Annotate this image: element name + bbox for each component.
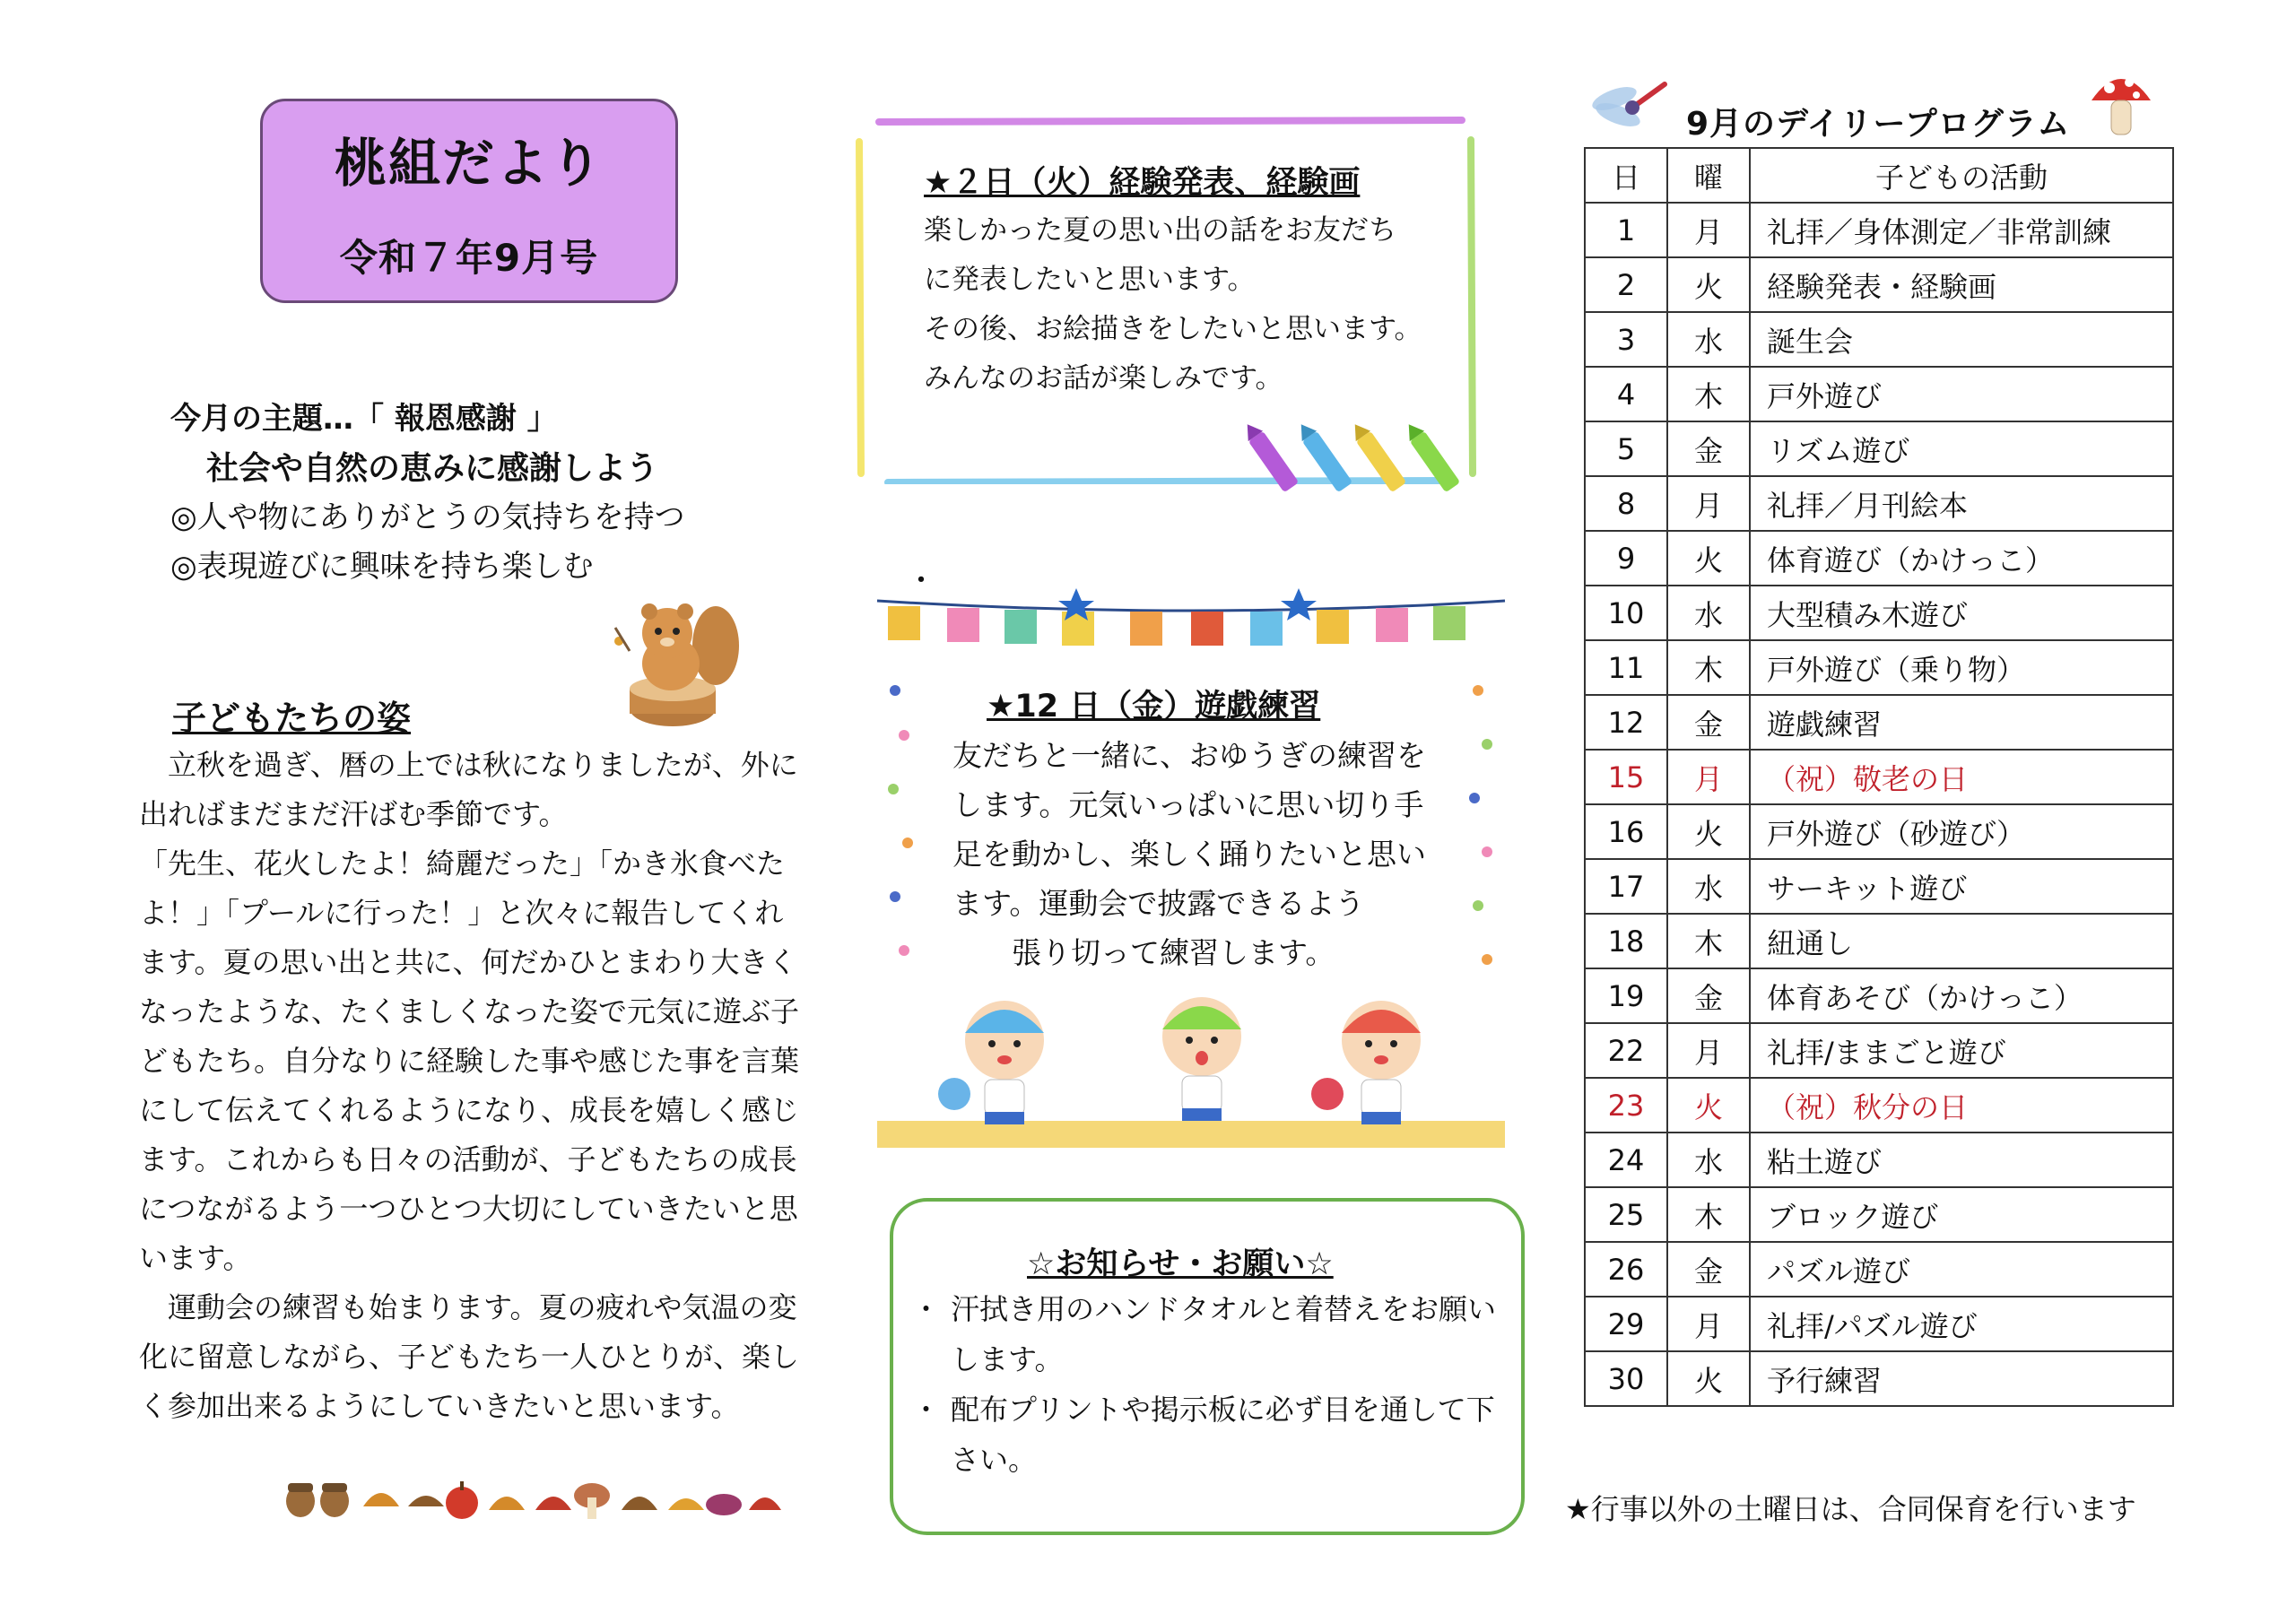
section-heading: 子どもたちの姿	[172, 699, 412, 738]
weekday-cell: 月	[1667, 750, 1750, 804]
day-cell: 29	[1585, 1297, 1667, 1351]
event-line: します。元気いっぱいに思い切り手	[952, 787, 1424, 822]
table-row	[1585, 804, 2173, 859]
table-row	[1585, 421, 2173, 476]
event-line: みんなのお話が楽しみです。	[924, 362, 1283, 395]
weekday-cell: 木	[1667, 914, 1750, 968]
day-cell: 25	[1585, 1187, 1667, 1242]
bullet-dot: ・	[911, 1393, 941, 1427]
theme-title: 今月の主題…「 報恩感謝 」	[170, 401, 558, 437]
theme-goal: ◎表現遊びに興味を持ち楽しむ	[170, 549, 594, 585]
weekday-cell: 木	[1667, 367, 1750, 421]
weekday-cell: 木	[1667, 1187, 1750, 1242]
table-row	[1585, 257, 2173, 312]
program-title: 9月のデイリープログラム	[1686, 106, 2071, 143]
activity-cell: 紐通し	[1750, 914, 2173, 968]
paragraph: 立秋を過ぎ、暦の上では秋になりましたが、外に出ればまだまだ汗ばむ季節です。	[139, 748, 798, 831]
day-cell: 26	[1585, 1242, 1667, 1297]
table-row	[1585, 859, 2173, 914]
activity-cell: 粘土遊び	[1750, 1133, 2173, 1187]
table-row	[1585, 1023, 2173, 1078]
weekday-cell: 火	[1667, 1078, 1750, 1133]
paragraph: 「先生、花火したよ！綺麗だった」「かき氷食べたよ！」「プールに行った！」と次々に報告してくれます。夏の思い出と共に、何だかひとまわり大きくなったような、たくましくなった姿で元気に遊ぶ子どもたち。自分なりに経験した事や感じた事を言葉にして伝えてくれるようになり、成長を嬉しく感じます。これからも日々の活動が、子どもたちの成長につながるよう一つひとつ大切にしていきたいと思います。	[139, 846, 800, 1275]
autumn-fruits-icon	[283, 1471, 785, 1524]
notice-item	[901, 1384, 1511, 1485]
activity-cell: 礼拝/ままごと遊び	[1750, 1023, 2173, 1078]
daily-program-table	[1584, 147, 2174, 1407]
weekday-cell: 水	[1667, 586, 1750, 640]
day-cell: 17	[1585, 859, 1667, 914]
table-header-row	[1585, 148, 2173, 203]
weekday-cell: 火	[1667, 531, 1750, 586]
table-row	[1585, 695, 2173, 750]
table-row	[1585, 750, 2173, 804]
table-row	[1585, 586, 2173, 640]
weekday-cell: 水	[1667, 1133, 1750, 1187]
table-row	[1585, 1351, 2173, 1406]
day-cell: 18	[1585, 914, 1667, 968]
day-cell: 12	[1585, 695, 1667, 750]
event-line: 楽しかった夏の思い出の話をお友だち	[924, 214, 1396, 247]
day-cell: 5	[1585, 421, 1667, 476]
table-row	[1585, 367, 2173, 421]
weekday-cell: 月	[1667, 1297, 1750, 1351]
event-title: ★12 日（金）遊戯練習	[987, 689, 1321, 725]
day-cell: 23	[1585, 1078, 1667, 1133]
weekday-cell: 月	[1667, 476, 1750, 531]
activity-cell: 経験発表・経験画	[1750, 257, 2173, 312]
day-cell: 10	[1585, 586, 1667, 640]
activity-cell: 予行練習	[1750, 1351, 2173, 1406]
activity-cell: 体育あそび（かけっこ）	[1750, 968, 2173, 1023]
table-row	[1585, 312, 2173, 367]
title-box	[260, 99, 678, 303]
children-icon	[933, 986, 1471, 1148]
activity-cell: パズル遊び	[1750, 1242, 2173, 1297]
crayons-icon	[1247, 421, 1480, 502]
weekday-cell: 火	[1667, 804, 1750, 859]
weekday-cell: 木	[1667, 640, 1750, 695]
event-line: 張り切って練習します。	[952, 935, 1335, 970]
activity-cell: 礼拝/パズル遊び	[1750, 1297, 2173, 1351]
event-line: ます。運動会で披露できるよう	[952, 886, 1365, 921]
table-row	[1585, 476, 2173, 531]
activity-cell: 体育遊び（かけっこ）	[1750, 531, 2173, 586]
activity-cell: 戸外遊び（乗り物）	[1750, 640, 2173, 695]
table-row	[1585, 968, 2173, 1023]
weekday-cell: 金	[1667, 695, 1750, 750]
weekday-cell: 金	[1667, 968, 1750, 1023]
event-line: に発表したいと思います。	[924, 264, 1256, 296]
weekday-cell: 金	[1667, 1242, 1750, 1297]
day-cell: 4	[1585, 367, 1667, 421]
activity-cell: （祝）敬老の日	[1750, 750, 2173, 804]
activity-cell: 戸外遊び（砂遊び）	[1750, 804, 2173, 859]
notice-list	[901, 1284, 1511, 1485]
page-title: 桃組だより	[334, 133, 604, 194]
children-report	[139, 741, 803, 1431]
table-row	[1585, 531, 2173, 586]
day-cell: 30	[1585, 1351, 1667, 1406]
issue-label: 令和７年9月号	[339, 236, 599, 280]
day-cell: 2	[1585, 257, 1667, 312]
theme-subtitle: 社会や自然の恵みに感謝しよう	[206, 450, 659, 487]
activity-cell: 礼拝／月刊絵本	[1750, 476, 2173, 531]
day-cell: 15	[1585, 750, 1667, 804]
mushroom-icon	[2088, 65, 2154, 138]
table-row	[1585, 1133, 2173, 1187]
footnote: ★行事以外の土曜日は、合同保育を行います	[1565, 1492, 2136, 1526]
day-cell: 9	[1585, 531, 1667, 586]
activity-cell: ブロック遊び	[1750, 1187, 2173, 1242]
table-body	[1585, 203, 2173, 1406]
day-cell: 24	[1585, 1133, 1667, 1187]
activity-cell: 大型積み木遊び	[1750, 586, 2173, 640]
day-cell: 8	[1585, 476, 1667, 531]
day-cell: 22	[1585, 1023, 1667, 1078]
dragonfly-icon	[1587, 72, 1668, 143]
activity-cell: 誕生会	[1750, 312, 2173, 367]
paragraph: 運動会の練習も始まります。夏の疲れや気温の変化に留意しながら、子どもたち一人ひとりが、楽しく参加出来るようにしていきたいと思います。	[139, 1290, 800, 1423]
column-header: 子どもの活動	[1750, 148, 2173, 203]
weekday-cell: 水	[1667, 859, 1750, 914]
table-row	[1585, 1297, 2173, 1351]
weekday-cell: 火	[1667, 1351, 1750, 1406]
bullet-dot: ・	[911, 1292, 941, 1326]
table-row	[1585, 640, 2173, 695]
day-cell: 1	[1585, 203, 1667, 257]
event-description	[952, 731, 1455, 977]
table-row	[1585, 1078, 2173, 1133]
event-line: 友だちと一緒に、おゆうぎの練習を	[952, 738, 1426, 773]
weekday-cell: 水	[1667, 312, 1750, 367]
column-header: 曜	[1667, 148, 1750, 203]
theme-goal: ◎人や物にありがとうの気持ちを持つ	[170, 499, 685, 535]
activity-cell: 礼拝／身体測定／非常訓練	[1750, 203, 2173, 257]
notice-text: 配布プリントや掲示板に必ず目を通して下さい。	[951, 1393, 1495, 1477]
activity-cell: 遊戯練習	[1750, 695, 2173, 750]
table-row	[1585, 1187, 2173, 1242]
notice-text: 汗拭き用のハンドタオルと着替えをお願いします。	[951, 1292, 1497, 1376]
table-row	[1585, 203, 2173, 257]
weekday-cell: 月	[1667, 1023, 1750, 1078]
bullet-dot: ・	[906, 563, 936, 599]
weekday-cell: 金	[1667, 421, 1750, 476]
squirrel-icon	[610, 592, 744, 735]
column-header: 日	[1585, 148, 1667, 203]
day-cell: 3	[1585, 312, 1667, 367]
weekday-cell: 火	[1667, 257, 1750, 312]
event-description	[924, 206, 1480, 404]
table-row	[1585, 1242, 2173, 1297]
activity-cell: （祝）秋分の日	[1750, 1078, 2173, 1133]
event-title: ★２日（火）経験発表、経験画	[924, 165, 1361, 201]
day-cell: 11	[1585, 640, 1667, 695]
activity-cell: 戸外遊び	[1750, 367, 2173, 421]
table-row	[1585, 914, 2173, 968]
activity-cell: リズム遊び	[1750, 421, 2173, 476]
activity-cell: サーキット遊び	[1750, 859, 2173, 914]
monthly-theme	[170, 395, 816, 592]
event-line: その後、お絵描きをしたいと思います。	[924, 313, 1422, 345]
day-cell: 16	[1585, 804, 1667, 859]
notice-title: ☆お知らせ・お願い☆	[1027, 1246, 1334, 1282]
day-cell: 19	[1585, 968, 1667, 1023]
weekday-cell: 月	[1667, 203, 1750, 257]
notice-item	[901, 1284, 1511, 1384]
event-line: 足を動かし、楽しく踊りたいと思い	[952, 837, 1426, 872]
